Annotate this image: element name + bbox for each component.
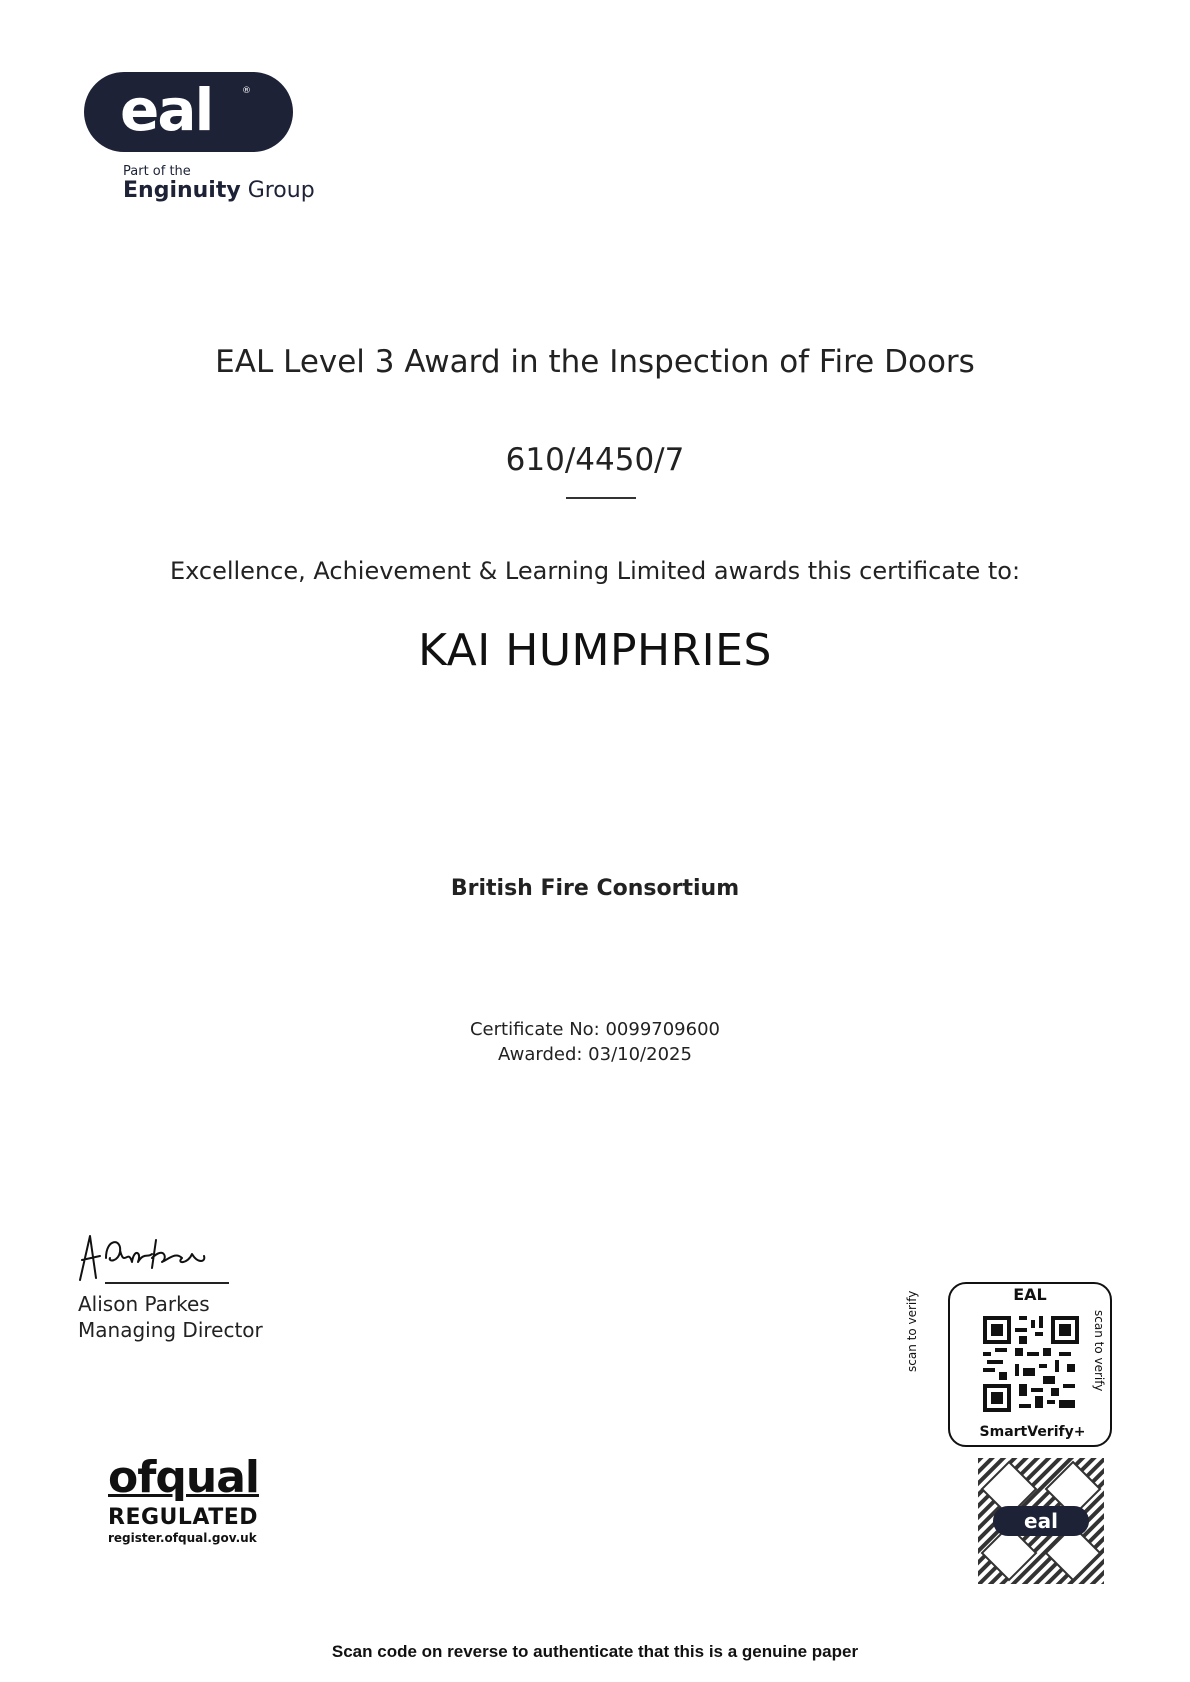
ofqual-regulated-label: REGULATED <box>108 1505 259 1530</box>
eal-logo-wordmark: eal <box>120 76 213 144</box>
part-of-label: Part of the <box>123 164 191 179</box>
authentication-note: Scan code on reverse to authenticate that this is a genuine paper <box>331 1642 859 1661</box>
certificate-number: Certificate No: 0099709600 <box>469 1019 720 1040</box>
smartverify-header: EAL <box>1013 1285 1047 1304</box>
candidate-name: KAI HUMPHRIES <box>418 625 772 676</box>
registered-mark: ® <box>242 86 251 96</box>
eal-logo <box>84 72 293 152</box>
ofqual-logo: ofqual <box>108 1452 259 1503</box>
centre-name: British Fire Consortium <box>450 876 740 901</box>
enginuity-bold: Enginuity <box>123 178 241 203</box>
qualification-code: 610/4450/7 <box>505 442 685 478</box>
signatory-name: Alison Parkes <box>78 1292 210 1316</box>
hologram-security-icon <box>978 1458 1104 1584</box>
signature-line <box>105 1282 229 1284</box>
hologram-text: eal <box>1024 1509 1058 1533</box>
smartverify-side-text-right: scan to verify <box>1092 1310 1106 1392</box>
awarded-date: Awarded: 03/10/2025 <box>498 1044 692 1065</box>
qr-code-icon <box>983 1316 1079 1412</box>
divider <box>566 497 636 499</box>
signature-image <box>72 1228 242 1288</box>
enginuity-group-label <box>123 178 315 203</box>
award-statement: Excellence, Achievement & Learning Limited awards this certificate to: <box>169 557 1021 585</box>
qualification-title: EAL Level 3 Award in the Inspection of Fire Doors <box>215 344 975 380</box>
smartverify-brand: SmartVerify+ <box>979 1424 1086 1440</box>
signatory-role: Managing Director <box>78 1318 263 1342</box>
group-label: Group <box>240 178 315 203</box>
ofqual-url: register.ofqual.gov.uk <box>108 1531 257 1545</box>
smartverify-side-text-left: scan to verify <box>905 1290 919 1372</box>
